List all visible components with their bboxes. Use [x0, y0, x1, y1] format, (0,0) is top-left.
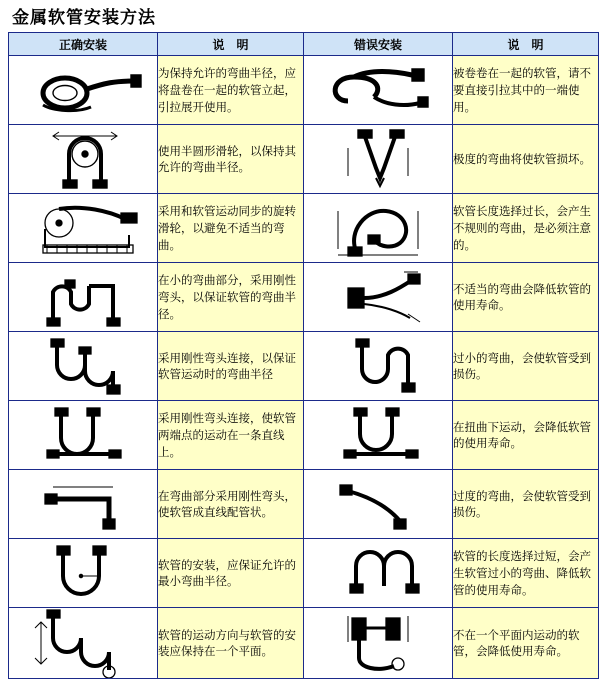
- correct-desc-text: 软管的运动方向与软管的安装应保持在一个平面。: [158, 608, 304, 679]
- coiled-hose-pulled-icon: [304, 56, 453, 125]
- irregular-long-hose-icon: [304, 194, 453, 263]
- rotating-pulley-chain-icon: [9, 194, 158, 263]
- header-wrong-install: 错误安装: [304, 33, 453, 56]
- install-method-table: [8, 32, 599, 679]
- correct-desc-text: 采用刚性弯头连接，以保证软管运动时的弯曲半径: [158, 332, 304, 401]
- coiled-hose-icon: [9, 56, 158, 125]
- header-correct-desc: 说 明: [158, 33, 304, 56]
- improper-bend-icon: [304, 263, 453, 332]
- table-row: [9, 56, 599, 125]
- excessive-bend-icon: [304, 470, 453, 539]
- wrong-desc-text: 不适当的弯曲会降低软管的使用寿命。: [453, 263, 599, 332]
- u-bend-rigid-elbow-icon: [9, 401, 158, 470]
- page-title: 金属软管安装方法: [12, 8, 156, 28]
- table-row: [9, 125, 599, 194]
- rigid-bend-small-radius-icon: [9, 263, 158, 332]
- table-row: [9, 539, 599, 608]
- correct-desc-text: 采用刚性弯头连接，使软管两端点的运动在一条直线上。: [158, 401, 304, 470]
- rigid-elbow-connection-icon: [9, 332, 158, 401]
- correct-desc-text: 为保持允许的弯曲半径，应将盘卷在一起的软管立起，引拉展开使用。: [158, 56, 304, 125]
- correct-desc-text: 在小的弯曲部分，采用刚性弯头，以保证软管的弯曲半径。: [158, 263, 304, 332]
- wrong-desc-text: 软管的长度选择过短，会产生软管过小的弯曲、降低软管的使用寿命。: [453, 539, 599, 608]
- too-small-bend-icon: [304, 332, 453, 401]
- header-wrong-desc: 说 明: [453, 33, 599, 56]
- wrong-desc-text: 极度的弯曲将使软管损坏。: [453, 125, 599, 194]
- table-row: [9, 332, 599, 401]
- table-body: [9, 56, 599, 679]
- correct-desc-text: 在弯曲部分采用刚性弯头，使软管成直线配管状。: [158, 470, 304, 539]
- header-correct-install: 正确安装: [9, 33, 158, 56]
- wrong-desc-text: 被卷卷在一起的软管，请不要直接引拉其中的一端使用。: [453, 56, 599, 125]
- table-row: [9, 608, 599, 679]
- too-long-hose-icon: [304, 539, 453, 608]
- straight-pipe-elbow-icon: [9, 470, 158, 539]
- wrong-desc-text: 不在一个平面内运动的软管，会降低使用寿命。: [453, 608, 599, 679]
- torsion-u-bend-icon: [304, 401, 453, 470]
- wrong-desc-text: 软管长度选择过长，会产生不规则的弯曲，是必须注意的。: [453, 194, 599, 263]
- table-header-row: [9, 33, 599, 56]
- sharp-bend-icon: [304, 125, 453, 194]
- wrong-desc-text: 在扭曲下运动，会降低软管的使用寿命。: [453, 401, 599, 470]
- table-row: [9, 470, 599, 539]
- wrong-desc-text: 过小的弯曲，会使软管受到损伤。: [453, 332, 599, 401]
- wrong-desc-text: 过度的弯曲，会使软管受到损伤。: [453, 470, 599, 539]
- different-plane-motion-icon: [304, 608, 453, 679]
- table-row: [9, 194, 599, 263]
- correct-desc-text: 软管的安装，应保证允许的最小弯曲半径。: [158, 539, 304, 608]
- correct-desc-text: 使用半圆形滑轮，以保持其允许的弯曲半径。: [158, 125, 304, 194]
- table-header: [9, 33, 599, 56]
- correct-desc-text: 采用和软管运动同步的旋转滑轮，以避免不适当的弯曲。: [158, 194, 304, 263]
- table-row: [9, 401, 599, 470]
- table-row: [9, 263, 599, 332]
- min-bend-radius-icon: [9, 539, 158, 608]
- semicircle-pulley-icon: [9, 125, 158, 194]
- same-plane-motion-icon: [9, 608, 158, 679]
